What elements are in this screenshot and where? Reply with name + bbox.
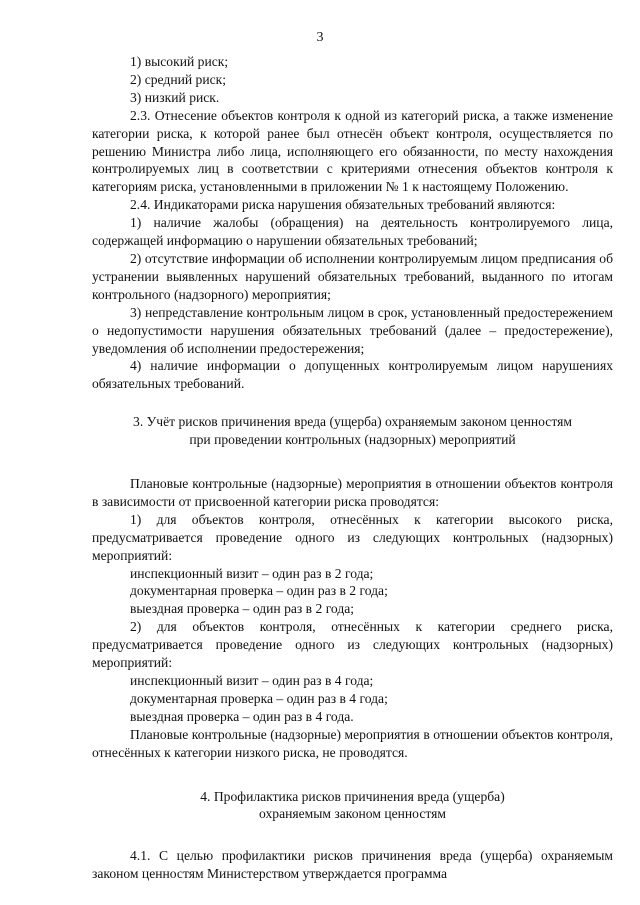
document-body [92,53,613,883]
page-number: 3 [316,30,324,45]
risk-level-high: 1) высокий риск; [130,54,229,69]
low-risk-paragraph: Плановые контрольные (надзорные) мероприятия в отношении объектов контроля, отнесённых к категории низкого риска, не проводятся. [92,726,613,760]
paragraph-2-4: 2.4. Индикаторами риска нарушения обязательных требований являются: [130,197,556,213]
high-risk-paragraph: 1) для объектов контроля, отнесённых к категории высокого риска, предусматривается проведение одного из следующих контрольных (надзорных) мероприятий: [92,511,613,563]
indicator-item: 4) наличие информации о допущенных контролируемым лицом нарушениях обязательных требований. [92,358,613,392]
paragraph-4-1: 4.1. С целью профилактики рисков причинения вреда (ущерба) охраняемым законом ценностям Министерством утверждается программа [92,848,613,882]
section-4-heading-line1: 4. Профилактика рисков причинения вреда (ущерба) [200,788,505,804]
risk-level-medium: 2) средний риск; [130,71,227,87]
medium-risk-item: инспекционный визит – один раз в 4 года; [130,673,374,688]
indicator-item: 3) непредставление контрольным лицом в срок, установленный предостережением о недопустимости нарушения обязательных требований (далее – предостережение), уведомления об исполнении предостережения; [92,304,613,356]
section-3-intro: Плановые контрольные (надзорные) мероприятия в отношении объектов контроля в зависимости от присвоенной категории риска проводятся: [92,476,613,509]
section-3-heading-line2: при проведении контрольных (надзорных) мероприятий [189,432,516,448]
high-risk-item: выездная проверка – один раз в 2 года; [130,601,355,617]
risk-level-low: 3) низкий риск. [130,89,220,105]
high-risk-item: документарная проверка – один раз в 2 года; [130,583,388,599]
medium-risk-paragraph: 2) для объектов контроля, отнесённых к категории среднего риска, предусматривается проведение одного из следующих контрольных (надзорных) мероприятий: [92,619,613,671]
high-risk-item: инспекционный визит – один раз в 2 года; [130,565,374,581]
section-3-heading-line1: 3. Учёт рисков причинения вреда (ущерба) охраняемым законом ценностям [133,414,572,430]
indicator-item: 2) отсутствие информации об исполнении контролируемым лицом предписания об устранении выявленных нарушений обязательных требований, выданного по итогам контрольного (надзорного) мероприятия; [92,250,613,302]
indicator-item: 1) наличие жалобы (обращения) на деятельность контролируемого лица, содержащей информацию о нарушении обязательных требований; [92,215,613,249]
medium-risk-item: документарная проверка – один раз в 4 года; [130,690,388,706]
paragraph-2-3: 2.3. Отнесение объектов контроля к одной из категорий риска, а также изменение категории риска, к которой ранее был отнесён объект контроля, осуществляется по решению Министра либо лица, исполняющего его обязанности, по месту нахождения контролируемых лиц в соответствии с критериями отнесения объектов контроля к категориям риска, установленными в приложении № 1 к настоящему Положению. [92,107,613,195]
medium-risk-item: выездная проверка – один раз в 4 года. [130,708,354,724]
section-4-heading-line2: охраняемым законом ценностям [259,806,446,822]
